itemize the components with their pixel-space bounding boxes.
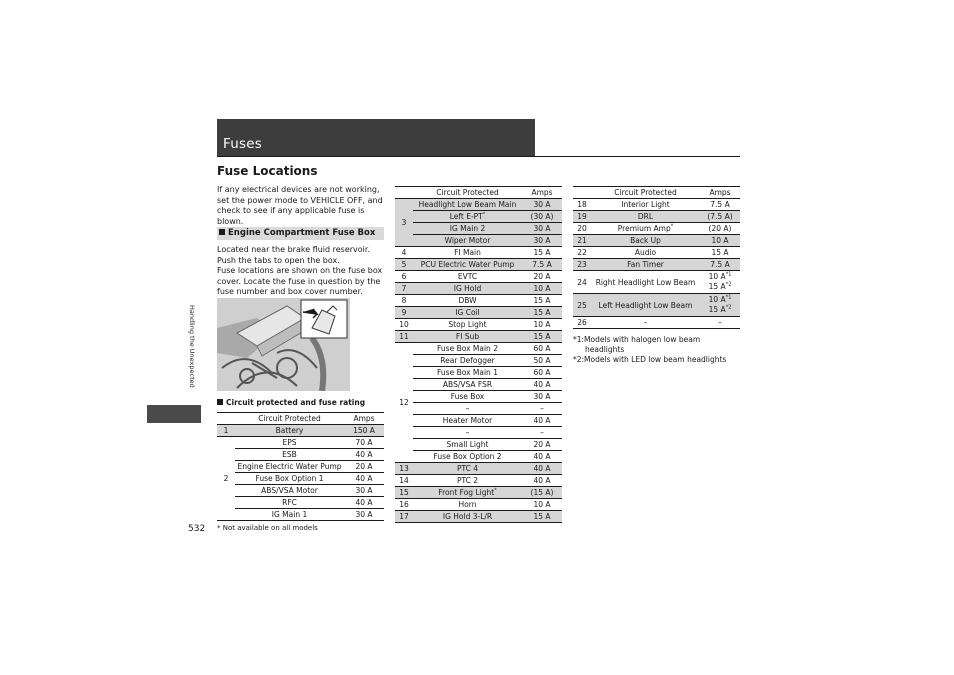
table-row: 23 Fan Timer 7.5 A (573, 259, 740, 271)
table-row: 26 – – (573, 317, 740, 329)
table-row: 25 Left Headlight Low Beam 10 $A^{*1}$ 15 $A^{*2}$ (573, 294, 740, 317)
header-rule (217, 156, 740, 157)
table-row: 21 Back Up 10 A (573, 235, 740, 247)
table-row: 3 Headlight Low Beam Main 30 A (395, 199, 562, 211)
table-row: 6 EVTC 20 A (395, 271, 562, 283)
chapter-header (217, 119, 535, 156)
column-header-amps: Amps (344, 413, 384, 425)
table-row: ABS/VSA FSR 40 A (395, 379, 562, 391)
table-row: 12 Fuse Box Main 2 60 A (395, 343, 562, 355)
fuse-table-3 (573, 186, 740, 329)
table-row: RFC 40 A (217, 497, 384, 509)
table-row: 14 PTC 2 40 A (395, 475, 562, 487)
table-row: – – (395, 403, 562, 415)
table-row: 20 Premium Amp* (20 A) (573, 223, 740, 235)
table-row: Fuse Box Main 1 60 A (395, 367, 562, 379)
column-header-amps: Amps (700, 187, 740, 199)
table-row: 24 Right Headlight Low Beam 10 $A^{*1}$ 15 $A^{*2}$ (573, 271, 740, 294)
square-bullet-icon (219, 229, 225, 235)
table-row: Wiper Motor 30 A (395, 235, 562, 247)
engine-compartment-illustration-icon (217, 298, 350, 391)
engine-box-heading: Engine Compartment Fuse Box (217, 227, 384, 240)
table-row: ESB 40 A (217, 449, 384, 461)
column-header-circuit: Circuit Protected (235, 413, 344, 425)
engine-box-text2: Fuse locations are shown on the fuse box cover. Locate the fuse in question by the fuse number and box cover number. (217, 266, 383, 296)
table-row: 13 PTC 4 40 A (395, 463, 562, 475)
fuse-table-1 (217, 412, 384, 521)
table-row: 18 Interior Light 7.5 A (573, 199, 740, 211)
table-row: Engine Electric Water Pump 20 A (217, 461, 384, 473)
engine-box-text1: Located near the brake fluid reservoir. Push the tabs to open the box. (217, 245, 370, 265)
table-row: Small Light 20 A (395, 439, 562, 451)
table-row: Fuse Box Option 2 40 A (395, 451, 562, 463)
table-row: 19 DRL (7.5 A) (573, 211, 740, 223)
table-row: 2 EPS 70 A (217, 437, 384, 449)
fuse-box-photo (217, 298, 350, 391)
table-row: Fuse Box 30 A (395, 391, 562, 403)
table-row: 16 Horn 10 A (395, 499, 562, 511)
column-header-circuit: Circuit Protected (413, 187, 522, 199)
chapter-title: Fuses (223, 136, 262, 152)
page-number: 532 (188, 524, 206, 534)
column-header-circuit: Circuit Protected (591, 187, 700, 199)
table-row: 22 Audio 15 A (573, 247, 740, 259)
table-row: 5 PCU Electric Water Pump 7.5 A (395, 259, 562, 271)
side-tab-marker (147, 405, 201, 423)
table-row: 15 Front Fog Light* (15 A) (395, 487, 562, 499)
table-row: Fuse Box Option 1 40 A (217, 473, 384, 485)
table-row: Heater Motor 40 A (395, 415, 562, 427)
fuse-table-2 (395, 186, 562, 523)
table-row: – – (395, 427, 562, 439)
section-title: Fuse Locations (217, 164, 318, 178)
column-header-amps: Amps (522, 187, 562, 199)
table-row: 1 Battery 150 A (217, 425, 384, 437)
table-row: IG Main 1 30 A (217, 509, 384, 521)
footnote: * Not available on all models (217, 524, 318, 532)
table-row: 17 IG Hold 3-L/R 15 A (395, 511, 562, 523)
intro-text: If any electrical devices are not working, set the power mode to VEHICLE OFF, and check to see if any applicable fuse is blown. (217, 185, 383, 226)
table-row: IG Main 2 30 A (395, 223, 562, 235)
model-notes: *1:Models with halogen low beam headlights *2:Models with LED low beam headlights (573, 335, 727, 364)
table-caption: Circuit protected and fuse rating (217, 398, 365, 407)
side-tab-label: Handling the Unexpected (188, 305, 196, 388)
table-row: 7 IG Hold 10 A (395, 283, 562, 295)
table-row: 9 IG Coil 15 A (395, 307, 562, 319)
table-row: 8 DBW 15 A (395, 295, 562, 307)
table-row: Rear Defogger 50 A (395, 355, 562, 367)
table-row: 11 FI Sub 15 A (395, 331, 562, 343)
square-bullet-icon (217, 399, 223, 405)
table-row: Left E-PT* (30 A) (395, 211, 562, 223)
table-row: 10 Stop Light 10 A (395, 319, 562, 331)
table-row: 4 FI Main 15 A (395, 247, 562, 259)
table-row: ABS/VSA Motor 30 A (217, 485, 384, 497)
